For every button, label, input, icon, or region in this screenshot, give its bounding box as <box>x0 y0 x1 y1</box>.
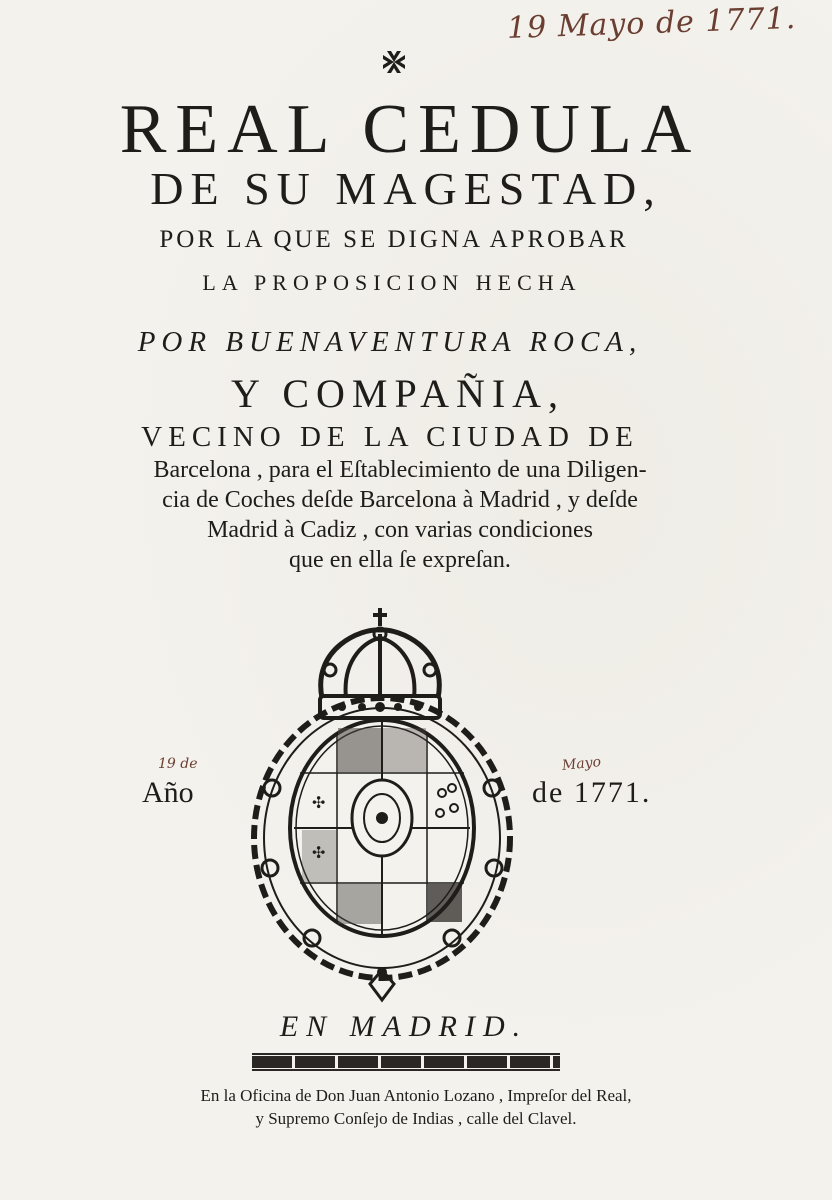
maltese-cross-icon <box>380 48 408 76</box>
title-line-compania: Y COMPAÑIA, <box>230 371 566 416</box>
svg-text:✣: ✣ <box>312 793 326 812</box>
title-line-aprobar: POR LA QUE SE DIGNA APROBAR <box>159 226 629 253</box>
svg-text:✣: ✣ <box>312 843 326 862</box>
ornamental-rule <box>252 1056 560 1068</box>
place-en-madrid: EN MADRID. <box>279 1010 529 1043</box>
handwritten-date: 19 Mayo de 1771. <box>506 0 797 47</box>
body-line: cia de Coches deſde Barcelona à Madrid , y deſde <box>162 487 638 513</box>
title-line-roca: POR BUENAVENTURA ROCA, <box>137 326 643 358</box>
body-line: Madrid à Cadiz , con varias condiciones <box>207 517 593 543</box>
imprint-line: En la Oficina de Don Juan Antonio Lozano , Impreſor del Real, <box>200 1086 632 1105</box>
title-line-vecino: VECINO DE LA CIUDAD DE <box>141 421 639 453</box>
year-label-right: de 1771. <box>532 776 652 809</box>
title-de-su-magestad: DE SU MAGESTAD, <box>150 163 662 214</box>
body-paragraph <box>100 455 700 575</box>
body-line: que en ella ſe expreſan. <box>289 547 511 573</box>
title-line-proposicion: LA PROPOSICION HECHA <box>202 270 582 295</box>
body-line: Barcelona , para el Eſtablecimiento de una Diligen- <box>153 457 647 483</box>
printer-imprint <box>0 1084 832 1130</box>
handwritten-note-left: 19 de <box>158 756 198 772</box>
imprint-line: y Supremo Conſejo de Indias , calle del Clavel. <box>255 1109 577 1128</box>
year-label-left: Año <box>142 776 194 809</box>
title-real-cedula: REAL CEDULA <box>119 91 701 168</box>
royal-coat-of-arms-icon <box>242 608 522 1008</box>
handwritten-note-right: Mayo <box>561 754 602 774</box>
